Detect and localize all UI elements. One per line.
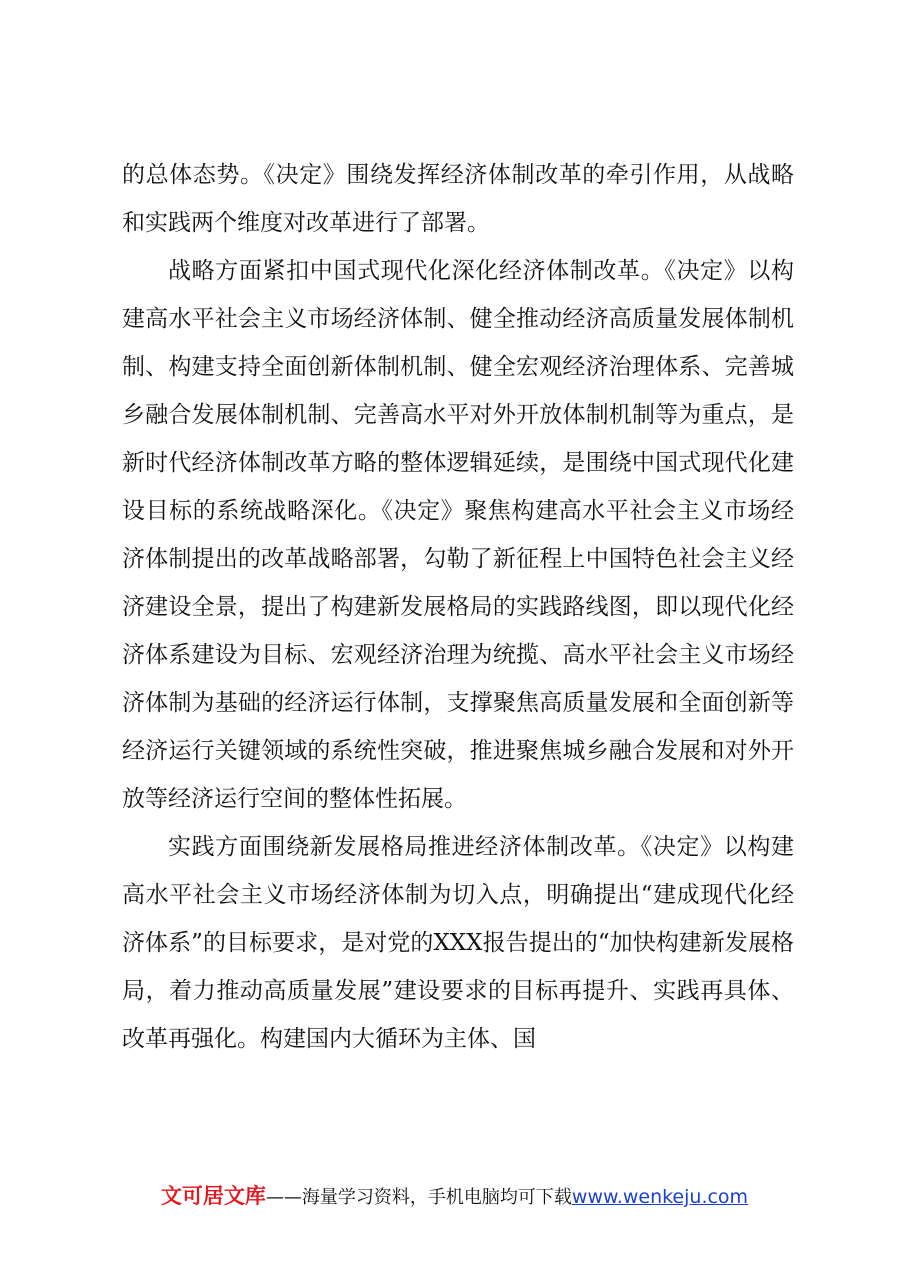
paragraph-practice: 实践方面围绕新发展格局推进经济体制改革。《决定》以构建高水平社会主义市场经济体制为切入点，明确提出“建成现代化经济体系”的目标要求，是对党的XXX报告提出的“加快构建新发展格局，着力推动高质量发展”建设要求的目标再提升、实践再具体、改革再强化。构建国内大循环为主体、国 [122, 834, 794, 1052]
paragraph-continuation: 的总体态势。《决定》围绕发挥经济体制改革的牵引作用，从战略和实践两个维度对改革进行了部署。 [122, 162, 794, 236]
footer-brand: 文可居文库 [160, 1184, 266, 1208]
footer-slogan: ——海量学习资料，手机电脑均可下载 [265, 1187, 572, 1208]
paragraph-strategy: 战略方面紧扣中国式现代化深化经济体制改革。《决定》以构建高水平社会主义市场经济体制、健全推动经济高质量发展体制机制、构建支持全面创新体制机制、健全宏观经济治理体系、完善城乡融合发展体制机制、完善高水平对外开放体制机制等为重点，是新时代经济体制改革方略的整体逻辑延续，是围绕中国式现代化建设目标的系统战略深化。《决定》聚焦构建高水平社会主义市场经济体制提出的改革战略部署，勾勒了新征程上中国特色社会主义经济建设全景，提出了构建新发展格局的实践路线图，即以现代化经济体系建设为目标、宏观经济治理为统揽、高水平社会主义市场经济体制为基础的经济运行体制，支撑聚焦高质量发展和全面创新等经济运行关键领域的系统性突破，推进聚焦城乡融合发展和对外开放等经济运行空间的整体性拓展。 [122, 258, 794, 812]
document-body [122, 151, 794, 1063]
footer-banner [0, 1180, 909, 1210]
footer-website-link[interactable]: www.wenkeju.com [571, 1186, 749, 1208]
